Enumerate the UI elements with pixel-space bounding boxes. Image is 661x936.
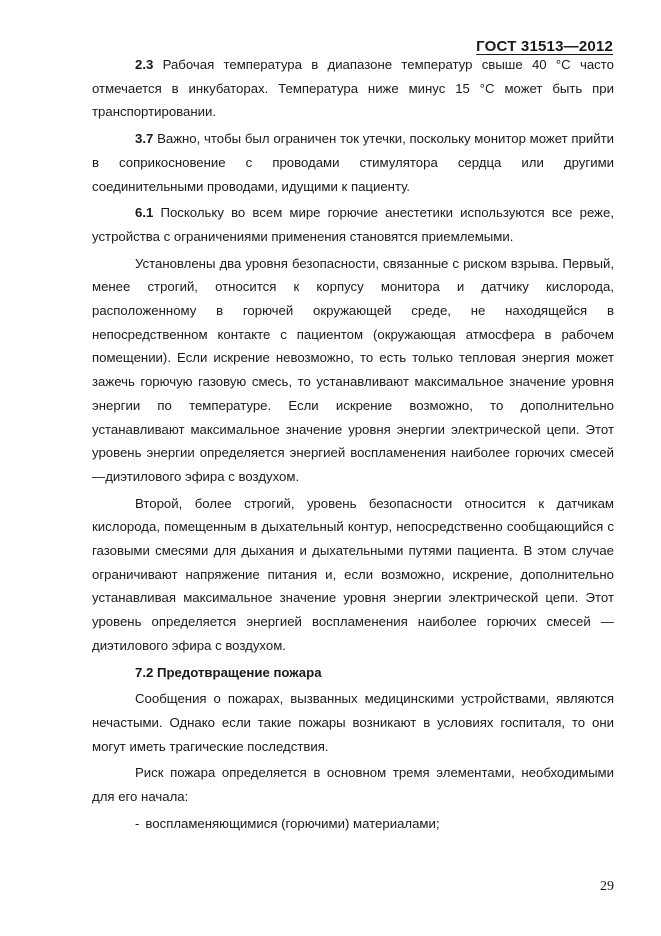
bullet-text: воспламеняющимися (горючими) материалами; xyxy=(145,815,440,831)
page-number: 29 xyxy=(600,879,614,894)
section-number: 6.1 xyxy=(135,205,154,221)
paragraph-fire-reports: Сообщения о пожарах, вызванных медицинскими устройствами, являются нечастыми. Однако если такие пожары возникают в условиях госпиталя, то они могут иметь трагические последствия. xyxy=(92,691,614,754)
section-3-7 xyxy=(92,127,614,198)
paragraph-second-level: Второй, более строгий, уровень безопасности относится к датчикам кислорода, помещенным в дыхательный контур, непосредственно сообщающийся с газовыми смесями для дыхания и дыхательными путями пациента. В этом случае ограничивают напряжение питания и, если возможно, искрение, дополнительно устанавливая максимальное значение уровня энергии электрической цепи. Этот уровень определяется энергией воспламенения наиболее горючих смесей — диэтилового эфира с воздухом. xyxy=(92,495,614,653)
document-body xyxy=(92,53,614,836)
section-text: Рабочая температура в диапазоне температур свыше 40 °С часто отмечается в инкубаторах. Температура ниже минус 15 °С может быть при транспортировании. xyxy=(92,57,614,120)
section-number: 2.3 xyxy=(135,57,154,72)
bullet-dash: - xyxy=(135,815,140,831)
section-text: Важно, чтобы был ограничен ток утечки, поскольку монитор может прийти в соприкосновение с проводами стимулятора сердца или другими соединительными проводами, идущими к пациенту. xyxy=(92,131,614,194)
paragraph-safety-levels: Установлены два уровня безопасности, связанные с риском взрыва. Первый, менее строгий, относится к корпусу монитора и датчику кислорода, расположенному в горючей окружающей среде, не находящейся в непосредственном контакте с пациентом (окружающая атмосфера в рабочем помещении). Если искрение невозможно, то есть только тепловая энергия может зажечь горючую газовую смесь, то устанавливают максимальное значение уровня энергии по температуре. Если искрение возможно, то дополнительно устанавливают максимальное значение уровня энергии электрической цепи. Этот уровень энергии определяется энергией воспламенения наиболее горючих смесей —диэтилового эфира с воздухом. xyxy=(92,255,614,484)
list-item xyxy=(92,812,614,836)
section-6-1 xyxy=(92,201,614,248)
section-2-3 xyxy=(92,53,614,124)
section-text: Поскольку во всем мире горючие анестетики используются все реже, устройства с ограничениями применения становятся приемлемыми. xyxy=(92,205,614,244)
section-number: 3.7 xyxy=(135,131,154,147)
document-header: ГОСТ 31513—2012 xyxy=(476,38,613,55)
subsection-title: 7.2 Предотвращение пожара xyxy=(135,664,322,680)
paragraph-fire-risk: Риск пожара определяется в основном тремя элементами, необходимыми для его начала: xyxy=(92,765,614,805)
